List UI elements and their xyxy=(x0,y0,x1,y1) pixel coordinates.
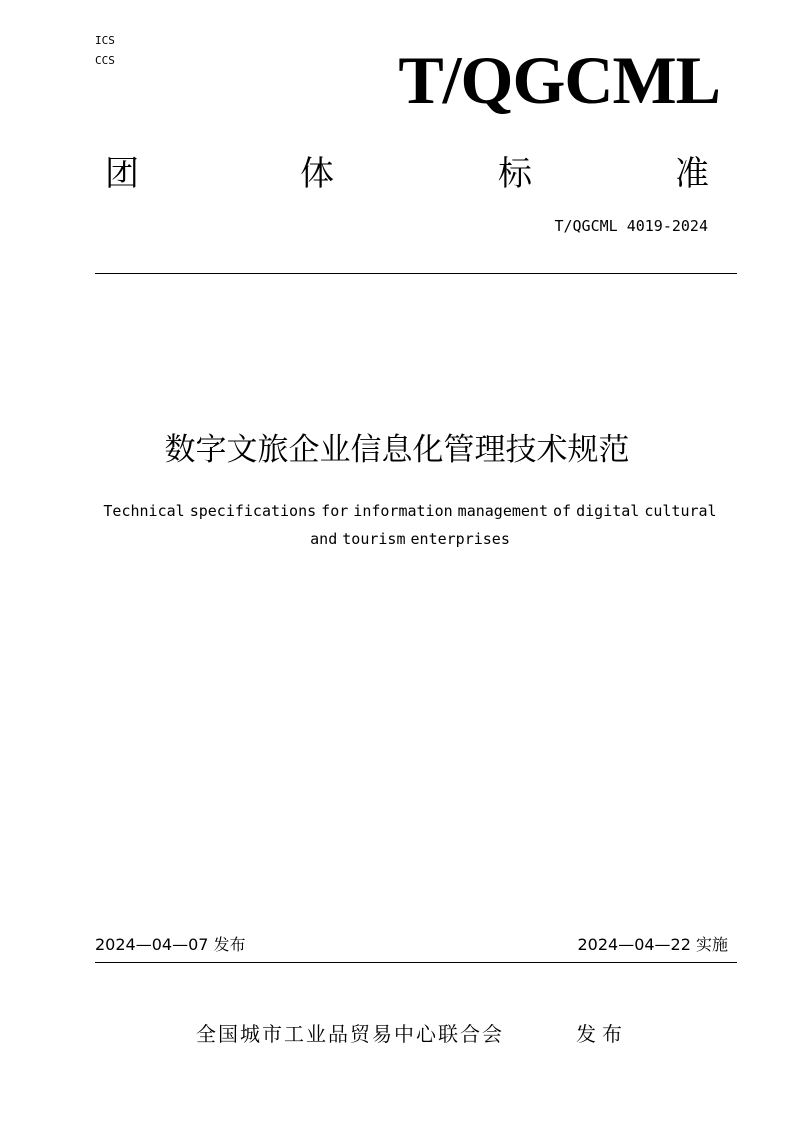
issuing-organization: 全国城市工业品贸易中心联合会 xyxy=(196,1022,504,1046)
standard-type-char: 团 xyxy=(105,154,139,194)
organization-code-logo: T/QGCML xyxy=(398,42,720,118)
footer-divider xyxy=(95,962,737,963)
english-title-line: Technical specifications for information management of digital cultural xyxy=(103,502,717,520)
standard-number: T/QGCML 4019-2024 xyxy=(554,217,708,235)
standard-type-heading xyxy=(95,150,715,198)
publish-date: 2024—04—07 发布 xyxy=(95,935,246,954)
ccs-label: CCS xyxy=(95,54,115,67)
standard-type-char: 体 xyxy=(300,154,334,194)
english-title xyxy=(90,497,730,553)
standard-type-char: 标 xyxy=(498,154,532,194)
issue-action: 发布 xyxy=(576,1022,628,1046)
english-title-line: and tourism enterprises xyxy=(310,530,510,548)
chinese-title: 数字文旅企业信息化管理技术规范 xyxy=(164,432,630,468)
implement-date: 2024—04—22 实施 xyxy=(577,935,728,954)
header-divider xyxy=(95,273,737,274)
standard-type-char: 准 xyxy=(675,154,709,194)
ics-label: ICS xyxy=(95,34,115,47)
